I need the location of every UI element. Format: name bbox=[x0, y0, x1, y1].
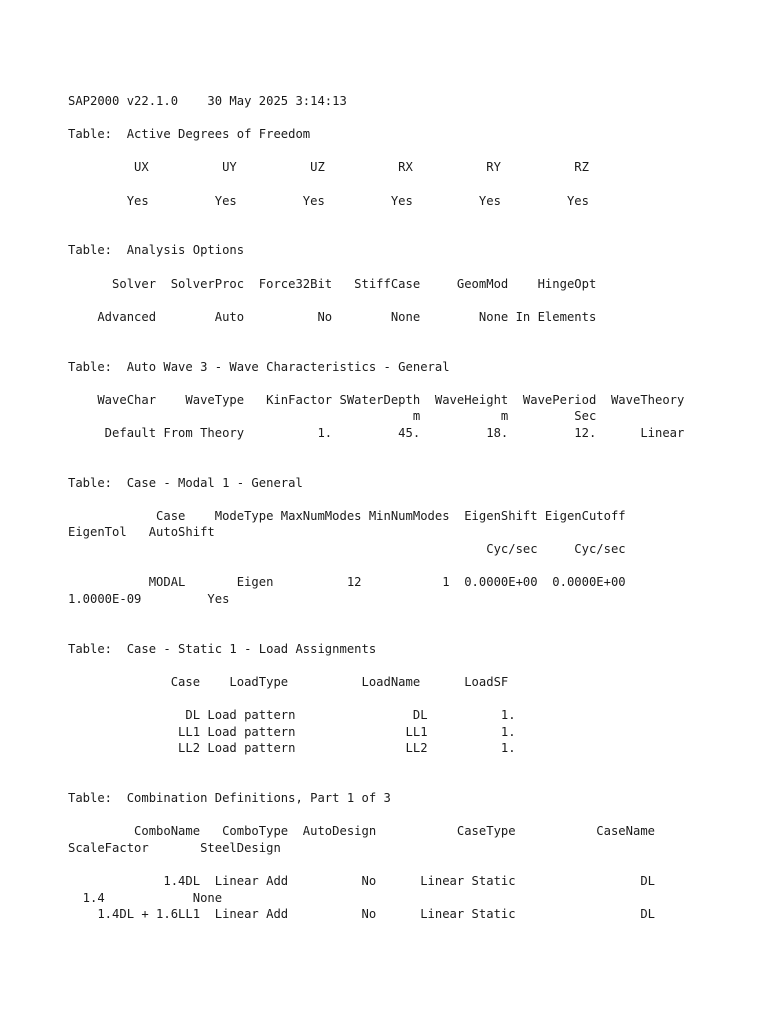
report-line: Table: Auto Wave 3 - Wave Characteristics - General bbox=[68, 359, 450, 374]
report-line: DL Load pattern DL 1. bbox=[68, 707, 516, 722]
report-line bbox=[68, 375, 758, 392]
report-line: Table: Case - Modal 1 - General bbox=[68, 475, 303, 490]
report-line: Table: Analysis Options bbox=[68, 243, 245, 258]
report-line: 1.4DL Linear Add No Linear Static DL bbox=[68, 873, 655, 888]
report-line bbox=[68, 143, 758, 160]
report-line: Table: Case - Static 1 - Load Assignments bbox=[68, 641, 377, 656]
report-line: Solver SolverProc Force32Bit StiffCase GeomMod HingeOpt bbox=[68, 276, 597, 291]
report-line: EigenTol AutoShift bbox=[68, 525, 215, 540]
report-line bbox=[68, 773, 758, 790]
report-line bbox=[68, 807, 758, 824]
report-line: UX UY UZ RX RY RZ bbox=[68, 160, 589, 175]
report-line: Advanced Auto No None None In Elements bbox=[68, 309, 597, 324]
report-line: Table: Combination Definitions, Part 1 of 3 bbox=[68, 790, 391, 805]
report-line: WaveChar WaveType KinFactor SWaterDepth WaveHeight WavePeriod WaveTheory bbox=[68, 392, 685, 407]
report-line: Table: Active Degrees of Freedom bbox=[68, 127, 311, 142]
report-page bbox=[68, 93, 758, 923]
report-line: Cyc/sec Cyc/sec bbox=[68, 542, 626, 557]
report-line: m m Sec bbox=[68, 409, 597, 424]
report-line bbox=[68, 757, 758, 774]
report-line: LL1 Load pattern LL1 1. bbox=[68, 724, 516, 739]
report-line bbox=[68, 342, 758, 359]
report-line bbox=[68, 325, 758, 342]
report-line bbox=[68, 624, 758, 641]
report-line: ScaleFactor SteelDesign bbox=[68, 840, 281, 855]
report-line bbox=[68, 259, 758, 276]
report-line: Case LoadType LoadName LoadSF bbox=[68, 674, 509, 689]
report-line bbox=[68, 558, 758, 575]
report-line: Default From Theory 1. 45. 18. 12. Linear bbox=[68, 425, 685, 440]
report-line: SAP2000 v22.1.0 30 May 2025 3:14:13 bbox=[68, 94, 347, 108]
report-line: 1.0000E-09 Yes bbox=[68, 591, 230, 606]
report-line: ComboName ComboType AutoDesign CaseType CaseName bbox=[68, 824, 655, 839]
report-line bbox=[68, 657, 758, 674]
report-line bbox=[68, 491, 758, 508]
report-line bbox=[68, 458, 758, 475]
report-line: Case ModeType MaxNumModes MinNumModes EigenShift EigenCutoff bbox=[68, 508, 626, 523]
report-line: 1.4DL + 1.6LL1 Linear Add No Linear Static DL bbox=[68, 907, 655, 922]
report-line bbox=[68, 292, 758, 309]
report-line: Yes Yes Yes Yes Yes Yes bbox=[68, 193, 589, 208]
report-line: MODAL Eigen 12 1 0.0000E+00 0.0000E+00 bbox=[68, 575, 626, 590]
report-line bbox=[68, 176, 758, 193]
report-line bbox=[68, 209, 758, 226]
report-line bbox=[68, 110, 758, 127]
report-line bbox=[68, 226, 758, 243]
report-line: LL2 Load pattern LL2 1. bbox=[68, 741, 516, 756]
report-line bbox=[68, 856, 758, 873]
report-line bbox=[68, 441, 758, 458]
report-line bbox=[68, 690, 758, 707]
report-line: 1.4 None bbox=[68, 890, 223, 905]
report-line bbox=[68, 607, 758, 624]
